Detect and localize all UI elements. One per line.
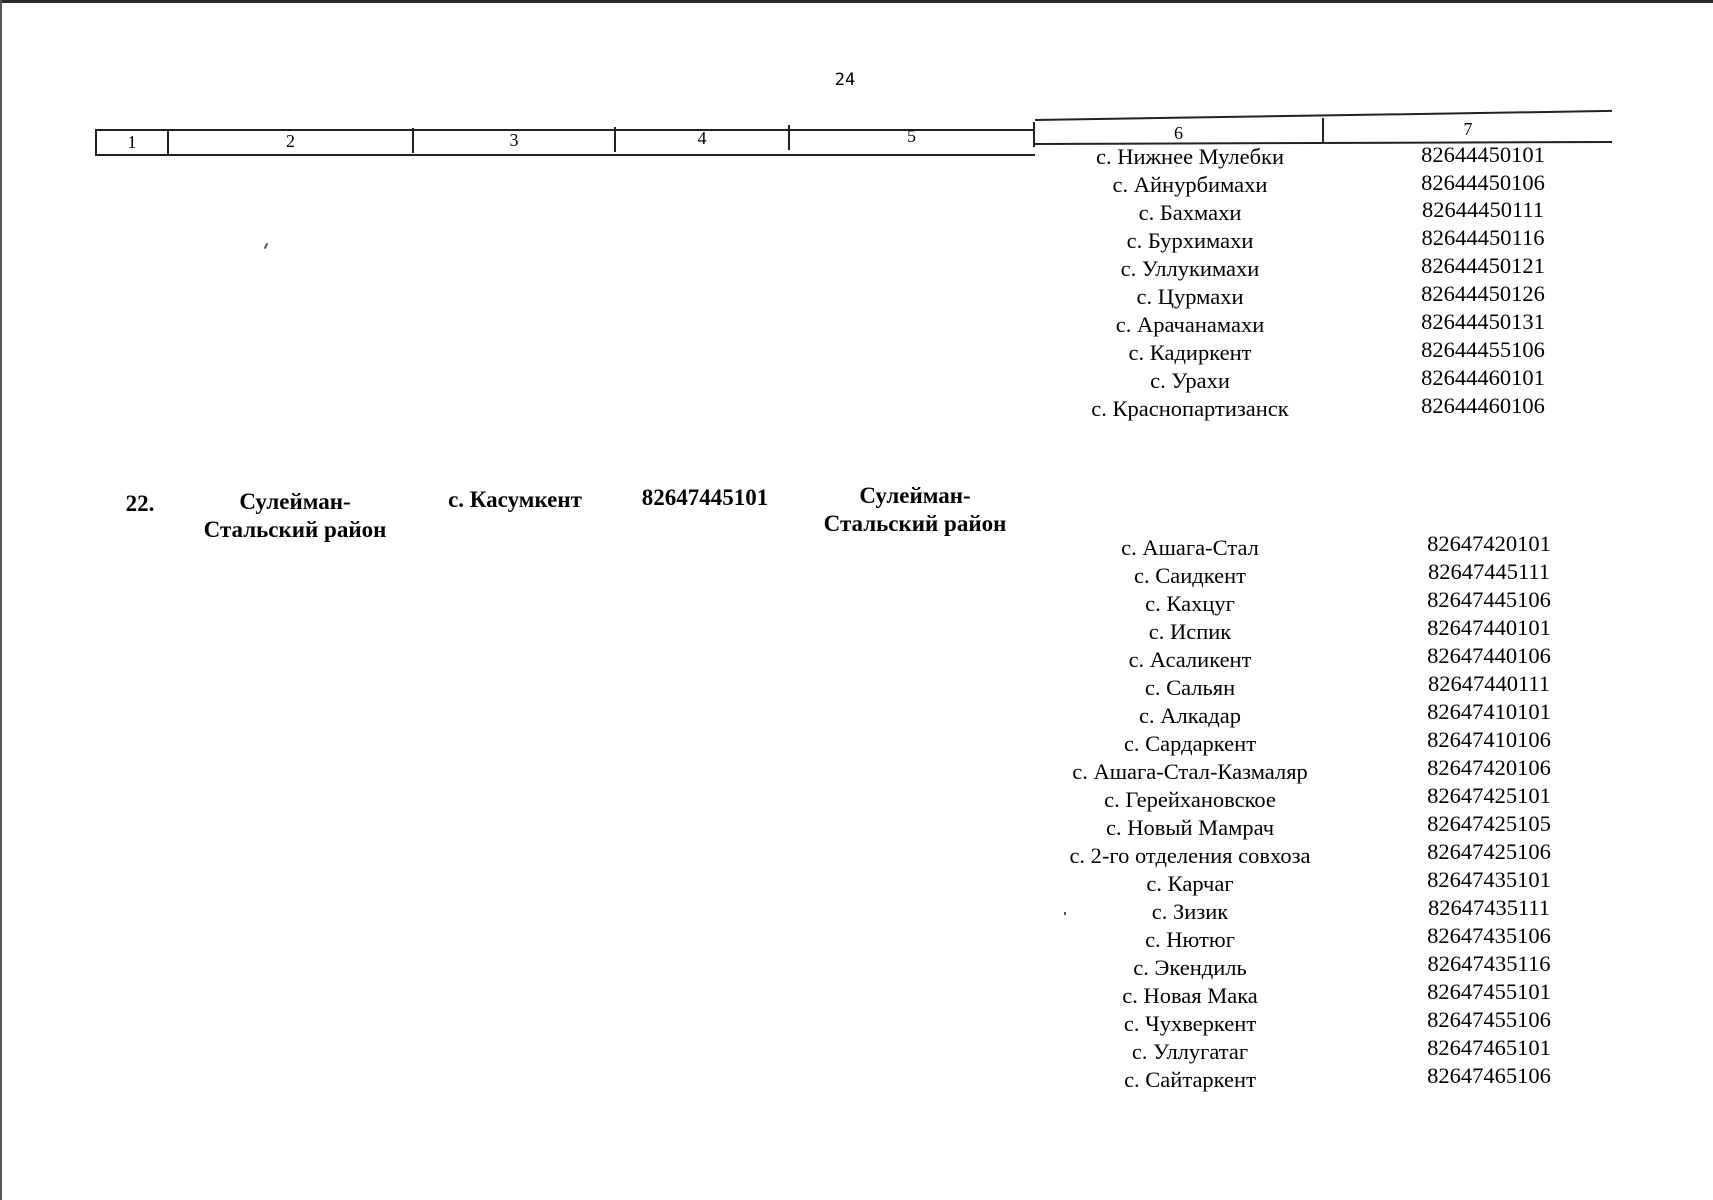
settlement-name: с. 2-го отделения совхоза [1069,843,1311,868]
settlement-code: 82647440111 [1427,671,1551,696]
settlement-name: с. Алкадар [1139,703,1241,728]
settlement-code: 82647410101 [1427,699,1551,724]
settlement-name: с. Карчаг [1146,871,1234,896]
settlement-code: 82644450126 [1421,281,1545,306]
municipality-name-line1: Сулейман- [859,483,971,508]
settlement-code: 82647455106 [1427,1007,1551,1032]
settlement-name: с. Бурхимахи [1126,228,1254,253]
settlement-name: с. Зизик [1151,899,1229,924]
scan-left-edge [0,0,2,1200]
scan-top-edge [0,0,1713,3]
municipality-name-line2: Стальский район [823,511,1007,536]
settlement-code: 82644460101 [1421,365,1545,390]
settlement-name: с. Асаликент [1128,647,1252,672]
settlement-code: 82647435106 [1427,923,1551,948]
settlement-code: 82644450111 [1421,197,1545,222]
settlement-name: с. Сайтаркент [1124,1067,1256,1092]
settlement-name: с. Бахмахи [1138,200,1242,225]
settlement-name: с. Ашага-Стал-Казмаляр [1072,759,1308,784]
settlement-name: с. Нютюг [1145,927,1235,952]
settlement-code: 82644450101 [1421,142,1545,167]
header-bottom-line-left [95,154,1035,156]
settlement-name: с. Нижнее Мулебки [1095,144,1285,169]
settlement-code: 82647420106 [1427,755,1551,780]
settlement-name: с. Уллугатаг [1131,1039,1249,1064]
column-header-2: 2 [286,131,295,151]
settlement-code: 82647465106 [1427,1063,1551,1088]
column-header-5: 5 [907,126,916,146]
settlement-name: с. Кахцуг [1145,591,1235,616]
settlement-name: с. Испик [1148,619,1232,644]
settlement-name: с. Айнурбимахи [1112,172,1268,197]
settlement-code: 82647435111 [1427,895,1551,920]
settlement-name: с. Арачанамахи [1115,312,1265,337]
settlement-code: 82647425105 [1427,811,1551,836]
settlement-code: 82647435101 [1427,867,1551,892]
settlement-code: 82644455106 [1421,337,1545,362]
settlement-name: с. Чухверкент [1123,1011,1257,1036]
column-header-6: 6 [1174,123,1183,143]
settlement-name: с. Экендиль [1133,955,1247,980]
settlement-code: 82644450106 [1421,170,1545,195]
settlement-code: 82647425101 [1427,783,1551,808]
settlement-name: с. Уллукимахи [1120,256,1260,281]
settlement-name: с. Цурмахи [1136,284,1244,309]
settlement-code: 82644460106 [1421,393,1545,418]
settlement-name: с. Новая Мака [1122,983,1258,1008]
scan-speck [1064,912,1066,915]
settlement-code: 82647435116 [1427,951,1551,976]
scan-speck [264,243,268,249]
district-name-line1: Сулейман- [239,489,351,514]
administrative-center-code: 82647445101 [641,485,769,510]
settlement-name: с. Кадиркент [1128,340,1252,365]
settlement-code: 82644450131 [1421,309,1545,334]
entry-number: 22. [125,491,155,516]
column-header-1: 1 [127,132,137,152]
district-name-line2: Стальский район [203,517,387,542]
column-header-4: 4 [697,128,707,148]
settlement-name: с. Сардаркент [1123,731,1257,756]
page-number: 24 [834,70,856,90]
settlement-code: 82647445106 [1427,587,1551,612]
settlement-code: 82647465101 [1427,1035,1551,1060]
column-header-3: 3 [509,130,519,150]
settlement-name: с. Ашага-Стал [1121,535,1259,560]
settlement-code: 82644450116 [1421,225,1545,250]
settlement-code: 82647420101 [1427,531,1551,556]
settlement-name: с. Урахи [1150,368,1230,393]
settlement-code: 82647425106 [1427,839,1551,864]
settlement-code: 82647455101 [1427,979,1551,1004]
settlement-code: 82647440101 [1427,615,1551,640]
settlement-code: 82647445111 [1427,559,1551,584]
settlement-name: с. Новый Мамрач [1105,815,1275,840]
settlement-code: 82647440106 [1427,643,1551,668]
settlement-name: с. Краснопартизанск [1091,396,1289,421]
column-header-7: 7 [1463,119,1473,139]
settlement-name: с. Сальян [1144,675,1236,700]
administrative-center: с. Касумкент [448,487,582,512]
settlement-code: 82644450121 [1421,253,1545,278]
settlement-name: с. Саидкент [1134,563,1246,588]
settlement-name: с. Герейхановское [1104,787,1276,812]
settlement-code: 82647410106 [1427,727,1551,752]
